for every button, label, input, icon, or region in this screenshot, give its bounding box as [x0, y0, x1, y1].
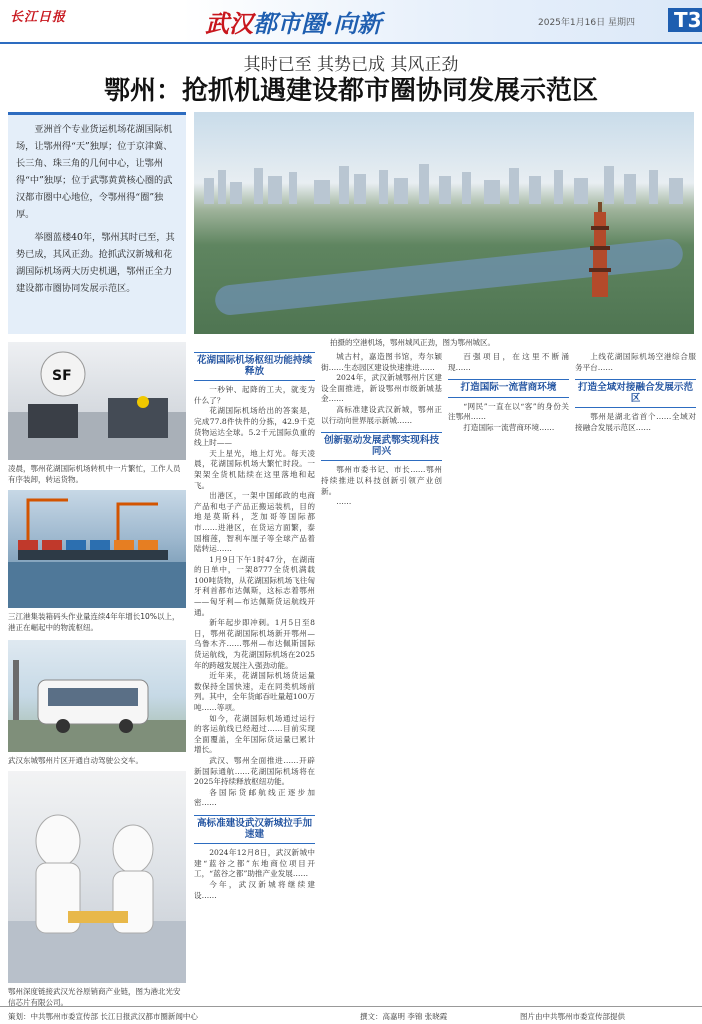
- issue-date: 2025年1月16日 星期四: [538, 18, 635, 28]
- masthead: [0, 0, 702, 44]
- section-heading-3: 创新驱动发展武鄂实现科技同兴: [321, 432, 442, 461]
- column-3: [448, 352, 569, 1002]
- footer-mid: 撰文：高嘉明 李锦 张晓霞: [360, 1012, 448, 1021]
- col2-para: ……: [336, 497, 352, 507]
- pagoda-icon: [589, 202, 611, 297]
- col1-para: 如今，花湖国际机场通过运行的客运航线已经超过……目前实现全面覆盖，全年国际货运量已累计增长。: [194, 713, 315, 755]
- paper-name: 长江日报: [10, 10, 67, 25]
- col1-para: 新年起步即冲刺。1月5日至8日，鄂州花湖国际机场新开鄂州—乌鲁木齐……鄂州—布达佩斯国际货运航线，为花湖国际机场在2025年的跨越发展注入强劲动能。: [194, 618, 315, 670]
- intro-box: [8, 112, 186, 334]
- photo-airport-warehouse: [8, 342, 186, 460]
- col1-para: 近年来，花湖国际机场货运量数保持全国快速，走在同类机场前列。其中，全年货邮吞吐量超100万吨……等项。: [194, 671, 315, 712]
- col1-para: 武汉、鄂州全面推进……开辟新国际通航……花湖国际机场将在2025年持续释放枢纽功能。: [194, 755, 315, 787]
- col4-para: 鄂州是湖北省首个……全域对接融合发展示范区……: [575, 412, 696, 432]
- brand-b: 都市圈: [253, 9, 325, 38]
- section-brand: [205, 4, 381, 39]
- col1-para: 花湖国际机场给出的答案是，完成77.8件快件的分拣，42.9千克货物运达全球。5.2千元国际负重的线上时——: [194, 406, 315, 448]
- col2-para: 高标准建设武汉新城，鄂州正以行动向世界展示新城……: [321, 404, 442, 425]
- hero-photo: [194, 112, 694, 334]
- intro-p1: 亚洲首个专业货运机场花湖国际机场，让鄂州得“天”独厚；位于京津冀、长三角、珠三角的几何中心，让鄂州得“中”独厚；位于武鄂黄黄核心圈的武汉都市圈中心地位，令鄂州得“圈”独厚。: [16, 124, 173, 220]
- intro-p2: 举圈蓝楼40年，鄂州其时已至，其势已成，其风正劲。抢抓武汉新城和花湖国际机场两大历史机遇，鄂州正全力建设都市圈协同发展示范区。: [16, 232, 175, 294]
- photo-port: [8, 490, 186, 608]
- col1-para: 出港区，一架中国邮政的电商产品和电子产品正搬运装机，目的地是莫斯科，芝加哥等国际都市……进港区，在货运方面繁，泰国榴莲，智利车厘子等全球产品着陆转运……: [194, 491, 315, 554]
- col2-para: 2024年，武汉新城鄂州片区建设全面推进，新设鄂州市级新城基金……: [321, 373, 442, 404]
- brand-a: 武汉: [205, 9, 253, 38]
- photo-caption-3: 武汉东城鄂州片区开通自动驾驶公交车。: [8, 756, 143, 765]
- column-2: [321, 352, 442, 1002]
- col1-para: 2024年12月8日，武汉新城中建“蓝谷之都”东地商位项目开工，“蓝谷之都”助推产业发展……: [194, 848, 315, 879]
- footer-credits: [0, 1006, 702, 1024]
- port-illustration: [8, 490, 186, 608]
- col3-para: 百强项目，在这里不断涌现……: [448, 352, 569, 372]
- photo-caption-2: 三江港集装箱码头作业量连续4年年增长10%以上，港正在崛起中的物流枢纽。: [8, 612, 180, 632]
- photo-caption-1: 凌晨，鄂州花湖国际机场转机中一片繁忙，工作人员有序装卸，转运货物。: [8, 464, 181, 484]
- skyline-illustration: [194, 164, 694, 204]
- column-4: [575, 352, 696, 1002]
- page-number: T3: [668, 8, 702, 32]
- col2-para: 鄂州市委书记、市长……鄂州持续推进以科技创新引领产业创新。: [321, 465, 442, 496]
- section-heading-2: 高标准建设武汉新城拉手加速建: [194, 815, 315, 844]
- photo-autonomous-bus: [8, 640, 186, 752]
- col4-para: 上线花湖国际机场空港综合服务平台……: [575, 352, 696, 372]
- section-heading-4: 打造国际一流营商环境: [448, 379, 569, 398]
- lab-illustration: [8, 771, 186, 983]
- photo-caption-4: 鄂州深度链接武汉光谷原销商产业链，图为港北光安信芯片有限公司。: [8, 987, 181, 1007]
- svg-text:SF: SF: [52, 368, 72, 384]
- col1-para: 一秒钟、起降的工夫，就变为什么了？: [194, 385, 315, 405]
- bus-illustration: [8, 640, 186, 752]
- footer-left: 策划：中共鄂州市委宣传部 长江日报武汉都市圈新闻中心: [8, 1012, 198, 1021]
- warehouse-illustration: [8, 342, 186, 460]
- hero-caption: 拍摄的空港机场，鄂州城风正劲，图为鄂州城区。: [330, 338, 495, 347]
- col1-para: 今年，武汉新城将继续建设……: [194, 879, 315, 900]
- col3-para: “网民”一直在以“客”的身份关注鄂州……: [448, 401, 569, 422]
- brand-c: ·向新: [325, 9, 382, 38]
- column-1: [194, 352, 315, 1002]
- col2-para: 城古村，嘉造图书馆，寿尔颖街……生态园区建设快速推进……: [321, 352, 442, 372]
- footer-right: 图片由中共鄂州市委宣传部提供: [520, 1012, 625, 1021]
- headline: 鄂州：抢抓机遇建设都市圈协同发展示范区: [103, 76, 598, 106]
- col1-para: 天上星光，地上灯光。每天凌晨，花湖国际机场大繁忙时段。一架架全货机陆续在这里落地和起飞。: [194, 448, 315, 490]
- col1-para: 各国际货邮航线正逐步加密……: [194, 787, 315, 808]
- kicker: 其时已至 其势已成 其风正劲: [243, 55, 459, 75]
- photo-chip-lab: [8, 771, 186, 983]
- section-heading-1: 花湖国际机场枢纽功能持续释放: [194, 352, 315, 381]
- section-heading-5: 打造全域对接融合发展示范区: [575, 379, 696, 408]
- col3-para: 打造国际一流营商环境……: [463, 422, 555, 432]
- col1-para: 1月9日下午1时47分，在湖南的日单中，一架8777全货机满载100吨货物，从花湖国际机场飞往匈牙利首都布达佩斯，这标志着鄂州——匈牙利—布达佩斯货运航线开通。: [194, 554, 315, 617]
- river-shape: [214, 238, 685, 317]
